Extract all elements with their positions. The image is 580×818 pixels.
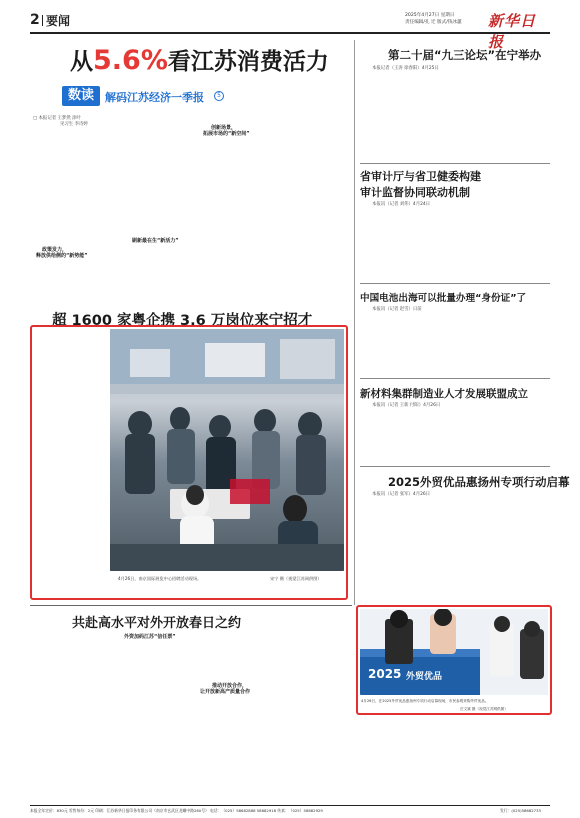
consumption-article-col-3 [117,122,193,302]
open-article-col-2 [113,640,191,804]
headline-number: 5.6% [93,45,168,76]
section-heading-2: 刷新最在生“新活力” [132,238,179,244]
open-cooperation-headline: 共赴高水平对外开放春日之约 [72,616,242,631]
trade-banner-number: 2025 [368,667,402,681]
tech-forum-headline: 第二十届“九三论坛”在宁举办 [388,48,542,62]
foreign-trade-article-col-2 [457,490,550,558]
open-subheading-2b: 让开放新高产质量合作 [200,689,251,695]
tech-forum-byline: 本报记者（王涛 徐春阳）4月25日 [372,66,439,71]
foreign-trade-headline: 2025外贸优品惠扬州专项行动启幕 [388,475,570,489]
foreign-trade-article-col-1 [360,498,452,558]
headline-post: 看江苏消费活力 [167,49,329,75]
consumption-article-col-1b [33,252,110,307]
trade-photo [360,609,548,695]
section-heading-1b: 释放供给侧的“新势能” [36,253,88,259]
col-divider [354,40,355,605]
section-heading-3b: 拓展市场的“新空间” [203,131,250,137]
page-number: 2 [30,12,40,28]
editor-line: 责任编辑/孔 迁 版式/钱冰蕙 [405,20,462,25]
consumption-article-col-1 [33,130,110,245]
health-audit-article-col-1 [360,208,452,280]
materials-alliance-byline: 本报讯（记者 王新 付阳）4月26日 [372,403,441,408]
date-line: 2025年4月27日 星期日 [405,13,455,18]
section-heading-1: 政策发力， [42,247,68,253]
recruit-photo-caption: 4月26日，南京国际展览中心招聘活动现场。 [118,576,202,581]
health-audit-byline: 本报讯（记者 刘伟）4月24日 [372,202,431,207]
footer-info: 本报全年定价：630元 零售每份：2元 印刷：江苏新华日报印务有限公司（南京市玄武区龙蟠中路260号） 电话：（025）58682888 58682918 传真：（025）58682929 [30,808,323,813]
series-title: 解码江苏经济一季报 [105,91,204,104]
right-divider-2 [360,283,550,284]
consumption-article-col-4 [196,88,271,303]
open-subheading-2: 推动开放合作， [212,683,248,689]
header-divider [42,15,43,26]
section-heading-3: 创新场景， [211,125,237,131]
masthead-logo: 新华日报 [488,12,537,51]
trade-photo-caption: 4月26日，在2025外贸优品惠扬州专项行动启幕现场，市民参观采购外贸优品。 [361,699,489,703]
trade-banner-text: 外贸优品 [406,672,443,682]
right-divider-1 [360,163,550,164]
recruit-photo-scene [110,329,344,571]
tech-forum-article-col-2 [457,62,550,160]
footer-fax: 发行：(025)58682733 [500,808,541,813]
main-headline [70,43,329,76]
health-audit-headline-1: 省审计厅与省卫健委构建 [360,170,481,183]
open-article-col-3 [195,632,271,804]
open-article-col-1 [33,632,109,804]
materials-alliance-article-col-1 [360,409,452,464]
foreign-trade-article-col-3 [360,718,452,803]
series-number-circle: 5 [214,91,224,101]
mid-divider [30,605,352,606]
recruit-photo-credit: 宋宁 摄（视觉江苏网供图） [270,576,322,581]
trade-photo-credit: 庄文斌 摄（视觉江苏网供图） [460,707,508,711]
open-subheading-1: 外资加码江苏“信任票” [124,634,176,640]
materials-alliance-article-col-2 [457,401,550,464]
right-divider-4 [360,466,550,467]
battery-export-headline: 中国电池出海可以批量办理“身份证”了 [360,293,527,304]
page-header [30,12,550,51]
materials-alliance-headline: 新材料集群制造业人才发展联盟成立 [360,388,528,400]
consumption-article-col-5 [274,88,352,303]
footer-rule [30,805,550,806]
tech-forum-article-col-1 [360,72,452,160]
header-rule [30,32,550,34]
open-article-col-4 [275,632,353,804]
recruit-article-col-1 [35,330,107,595]
series-badge: 数读 [62,86,100,106]
main-byline-2: 见习生 李诗婷 [60,122,88,127]
health-audit-article-col-2 [457,200,550,280]
foreign-trade-byline: 本报讯（记者 张军）4月26日 [372,492,431,497]
headline-pre: 从 [70,49,93,75]
recruit-headline: 超 1600 家粤企携 3.6 万岗位来宁招才 [52,313,313,329]
section-name: 要闻 [46,14,71,28]
battery-export-article-col-2 [457,305,550,375]
foreign-trade-article-col-4 [457,718,550,803]
battery-export-byline: 本报讯（记者 赵雪）日前 [372,307,422,312]
main-byline: □ 本报记者 王梦然 涂叶 [33,116,81,121]
health-audit-headline-2: 审计监督协同联动机制 [360,186,470,199]
battery-export-article-col-1 [360,313,452,375]
trade-photo-scene [360,609,548,695]
recruit-article-bottom [110,583,344,597]
right-divider-3 [360,378,550,379]
recruit-photo [110,329,344,571]
